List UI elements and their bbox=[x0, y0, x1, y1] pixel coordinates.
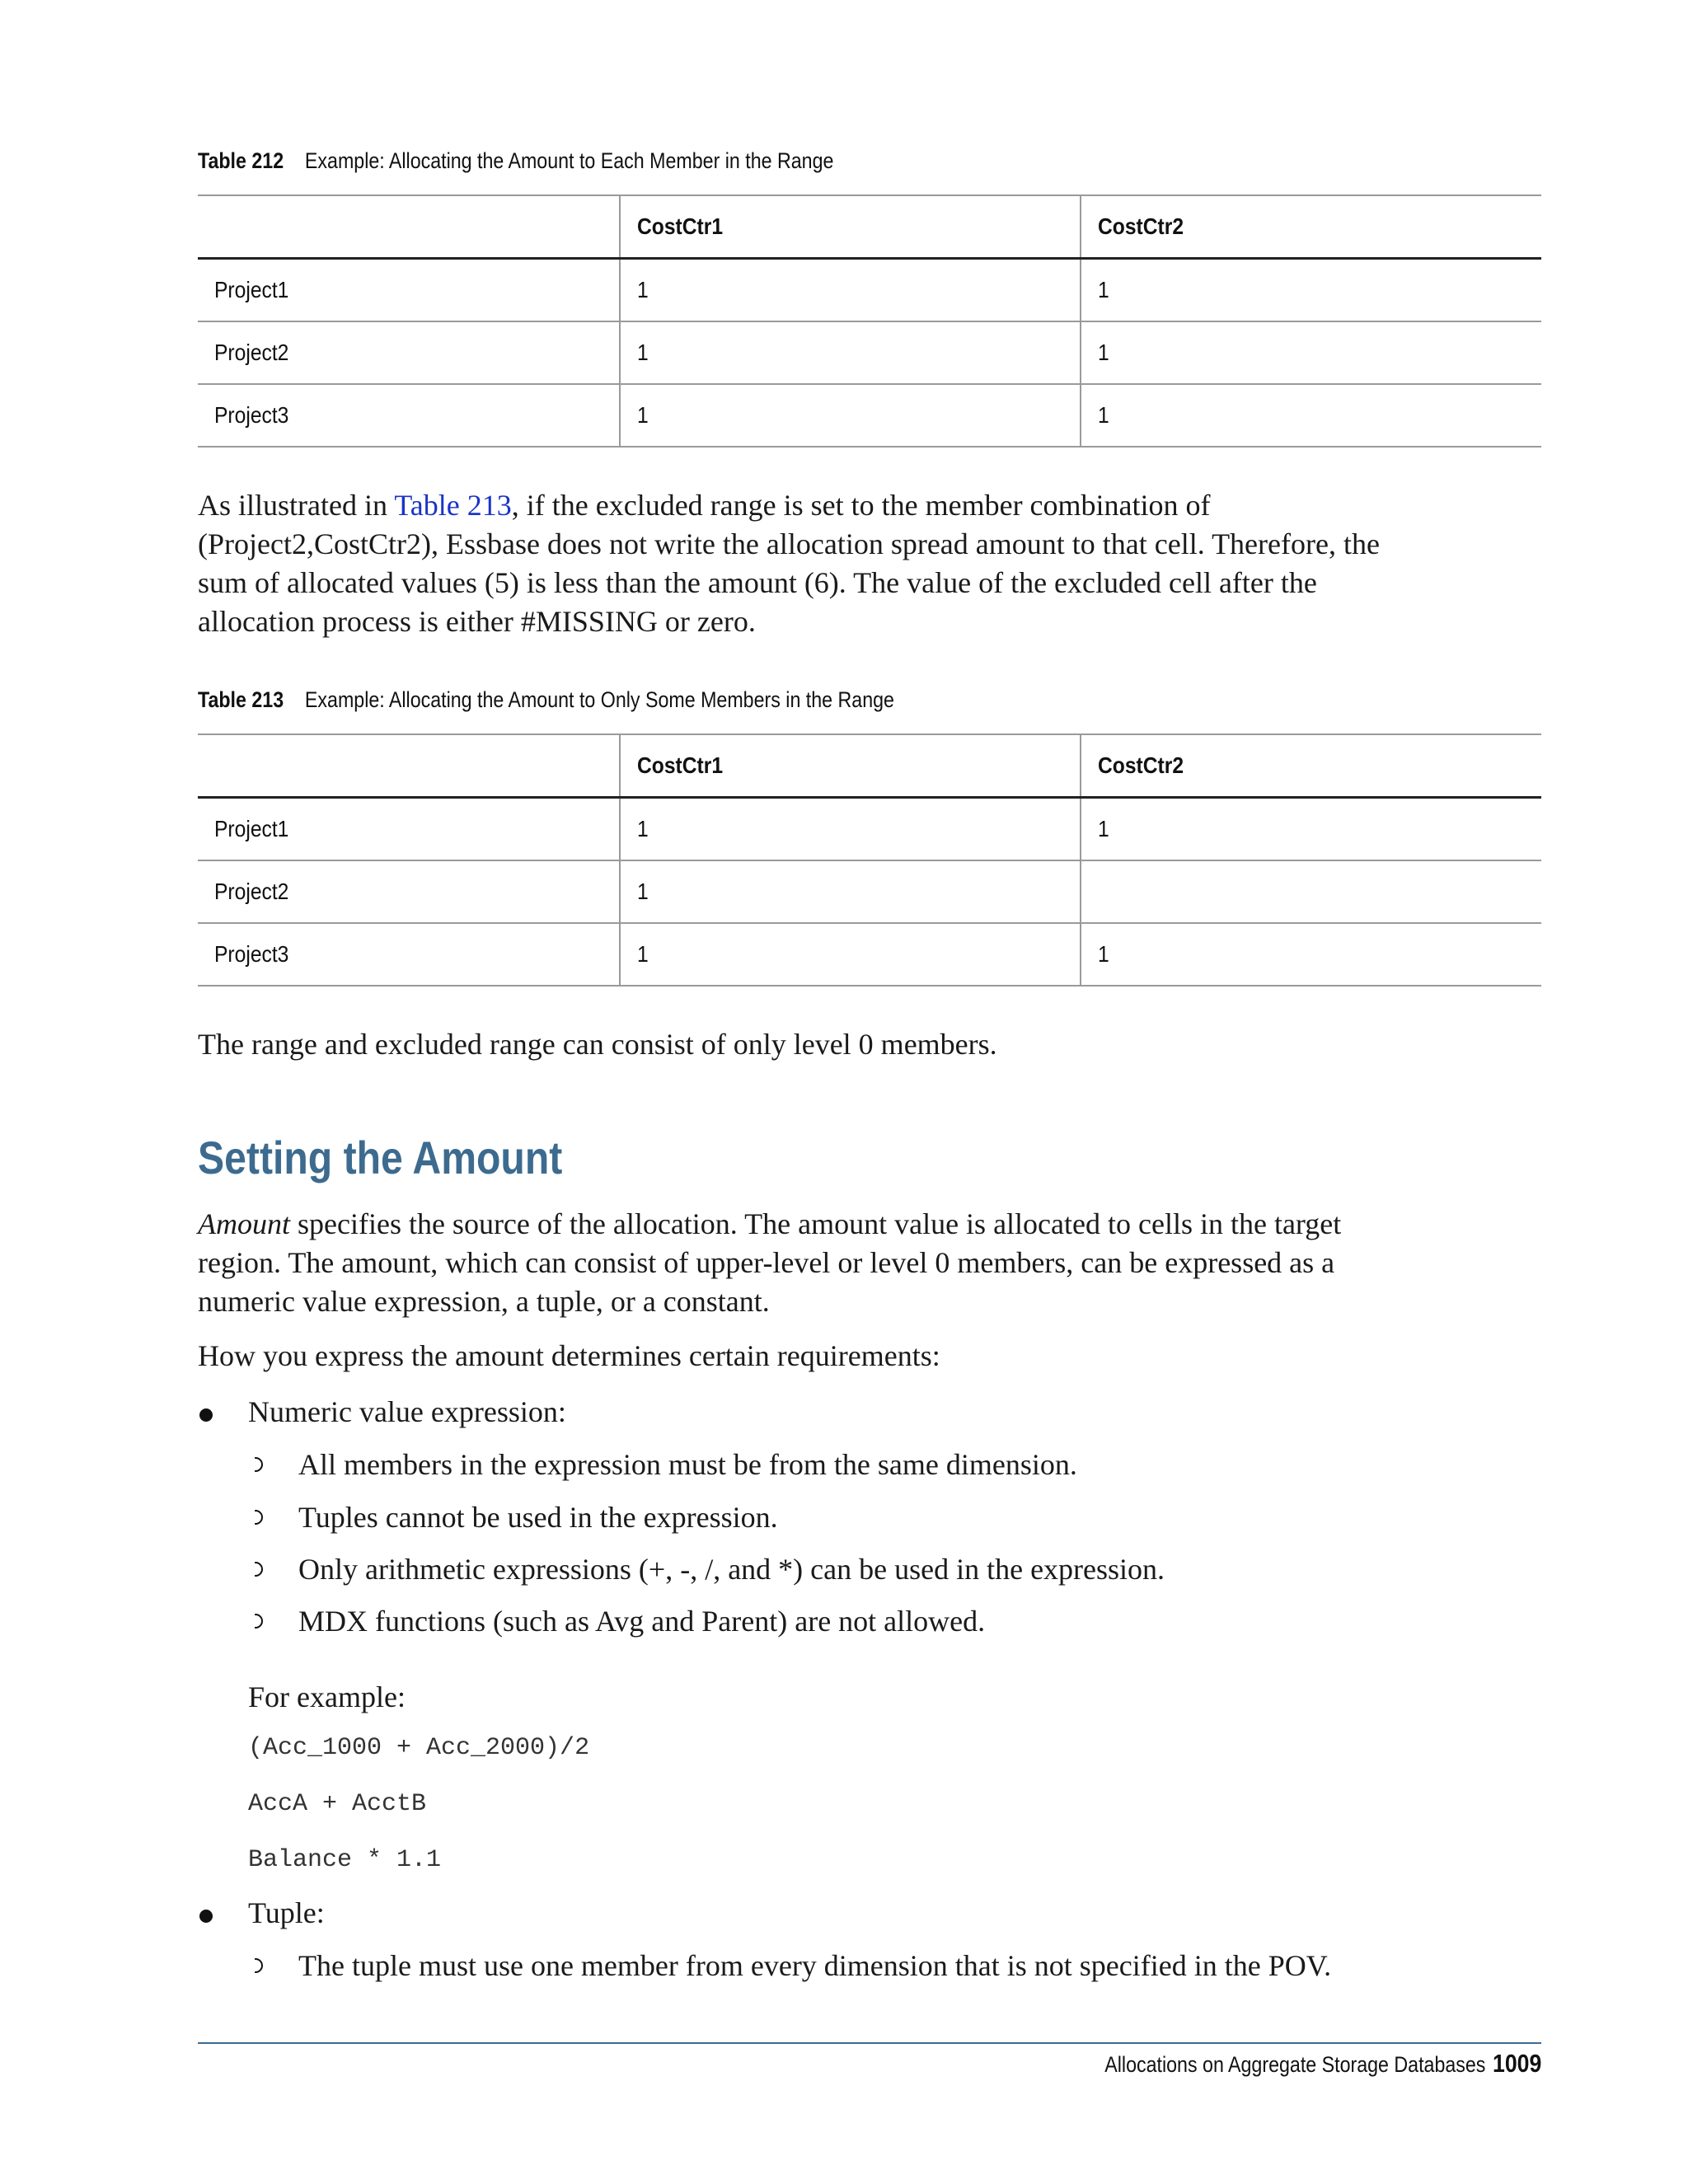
table-cell: Project1 bbox=[198, 259, 620, 322]
footer-title: Allocations on Aggregate Storage Databases bbox=[1104, 2052, 1486, 2077]
table-cell: 1 bbox=[1081, 384, 1541, 447]
table-212 bbox=[198, 194, 1541, 448]
table-cell: 1 bbox=[620, 923, 1081, 986]
paragraph-excluded-range: As illustrated in Table 213, if the excluded range is set to the member combination of (Project2,CostCtr2), Essbase does not write the allocation spread amount to that cell. Therefore, the sum of allocated values (5) is less than the amount (6). The value of the excluded cell after the allocation process is either #MISSING or zero. bbox=[198, 489, 1380, 638]
paragraph-requirements-lead: How you express the amount determines certain requirements: bbox=[198, 1339, 940, 1372]
term-amount: Amount bbox=[198, 1207, 290, 1240]
table-cell: 1 bbox=[620, 259, 1081, 322]
example-label: For example: bbox=[248, 1680, 406, 1713]
table-row bbox=[198, 923, 1541, 986]
table-header-row bbox=[198, 195, 1541, 259]
table-213-link[interactable]: Table 213 bbox=[394, 489, 512, 522]
footer-rule bbox=[198, 2042, 1541, 2044]
table-cell bbox=[1081, 860, 1541, 923]
table-header-row bbox=[198, 734, 1541, 798]
table-cell: 1 bbox=[620, 860, 1081, 923]
sub-bullet-icon bbox=[248, 1958, 263, 1973]
table-title: Example: Allocating the Amount to Only Some Members in the Range bbox=[304, 687, 894, 712]
sub-bullet-icon bbox=[248, 1510, 263, 1525]
table-caption bbox=[198, 687, 894, 713]
table-row bbox=[198, 384, 1541, 447]
code-example: AccA + AcctB bbox=[248, 1790, 427, 1818]
paragraph-amount-intro: Amount specifies the source of the allocation. The amount value is allocated to cells in the target region. The amount, which can consist of upper-level or level 0 members, can be expressed as a numeric value expression, a tuple, or a constant. bbox=[198, 1207, 1342, 1318]
header-cell bbox=[198, 734, 620, 798]
table-row bbox=[198, 259, 1541, 322]
table-cell: Project3 bbox=[198, 923, 620, 986]
header-cell: CostCtr2 bbox=[1081, 734, 1541, 798]
table-title: Example: Allocating the Amount to Each Member in the Range bbox=[304, 148, 834, 173]
section-heading: Setting the Amount bbox=[198, 1132, 563, 1183]
code-example: Balance * 1.1 bbox=[248, 1846, 442, 1874]
table-cell: 1 bbox=[620, 384, 1081, 447]
table-row bbox=[198, 798, 1541, 861]
sub-bullet-icon bbox=[248, 1614, 263, 1629]
table-cell: Project1 bbox=[198, 798, 620, 861]
header-cell: CostCtr2 bbox=[1081, 195, 1541, 259]
table-cell: Project2 bbox=[198, 860, 620, 923]
table-cell: 1 bbox=[1081, 923, 1541, 986]
code-example: (Acc_1000 + Acc_2000)/2 bbox=[248, 1734, 590, 1762]
table-cell: Project2 bbox=[198, 321, 620, 384]
header-cell bbox=[198, 195, 620, 259]
table-row bbox=[198, 860, 1541, 923]
table-number: Table 213 bbox=[198, 687, 284, 712]
page-footer bbox=[1104, 2049, 1541, 2079]
table-cell: Project3 bbox=[198, 384, 620, 447]
header-cell: CostCtr1 bbox=[620, 734, 1081, 798]
table-cell: 1 bbox=[620, 321, 1081, 384]
bullet-icon bbox=[199, 1408, 213, 1422]
table-213 bbox=[198, 733, 1541, 987]
table-caption bbox=[198, 148, 833, 174]
page-number: 1009 bbox=[1492, 2049, 1541, 2078]
table-cell: 1 bbox=[1081, 259, 1541, 322]
sub-bullet-icon bbox=[248, 1457, 263, 1472]
header-cell: CostCtr1 bbox=[620, 195, 1081, 259]
table-cell: 1 bbox=[1081, 321, 1541, 384]
paragraph-level0: The range and excluded range can consist of only level 0 members. bbox=[198, 1028, 997, 1061]
bullet-icon bbox=[199, 1910, 213, 1923]
table-cell: 1 bbox=[1081, 798, 1541, 861]
table-number: Table 212 bbox=[198, 148, 284, 173]
table-row bbox=[198, 321, 1541, 384]
table-cell: 1 bbox=[620, 798, 1081, 861]
sub-bullet-icon bbox=[248, 1562, 263, 1577]
